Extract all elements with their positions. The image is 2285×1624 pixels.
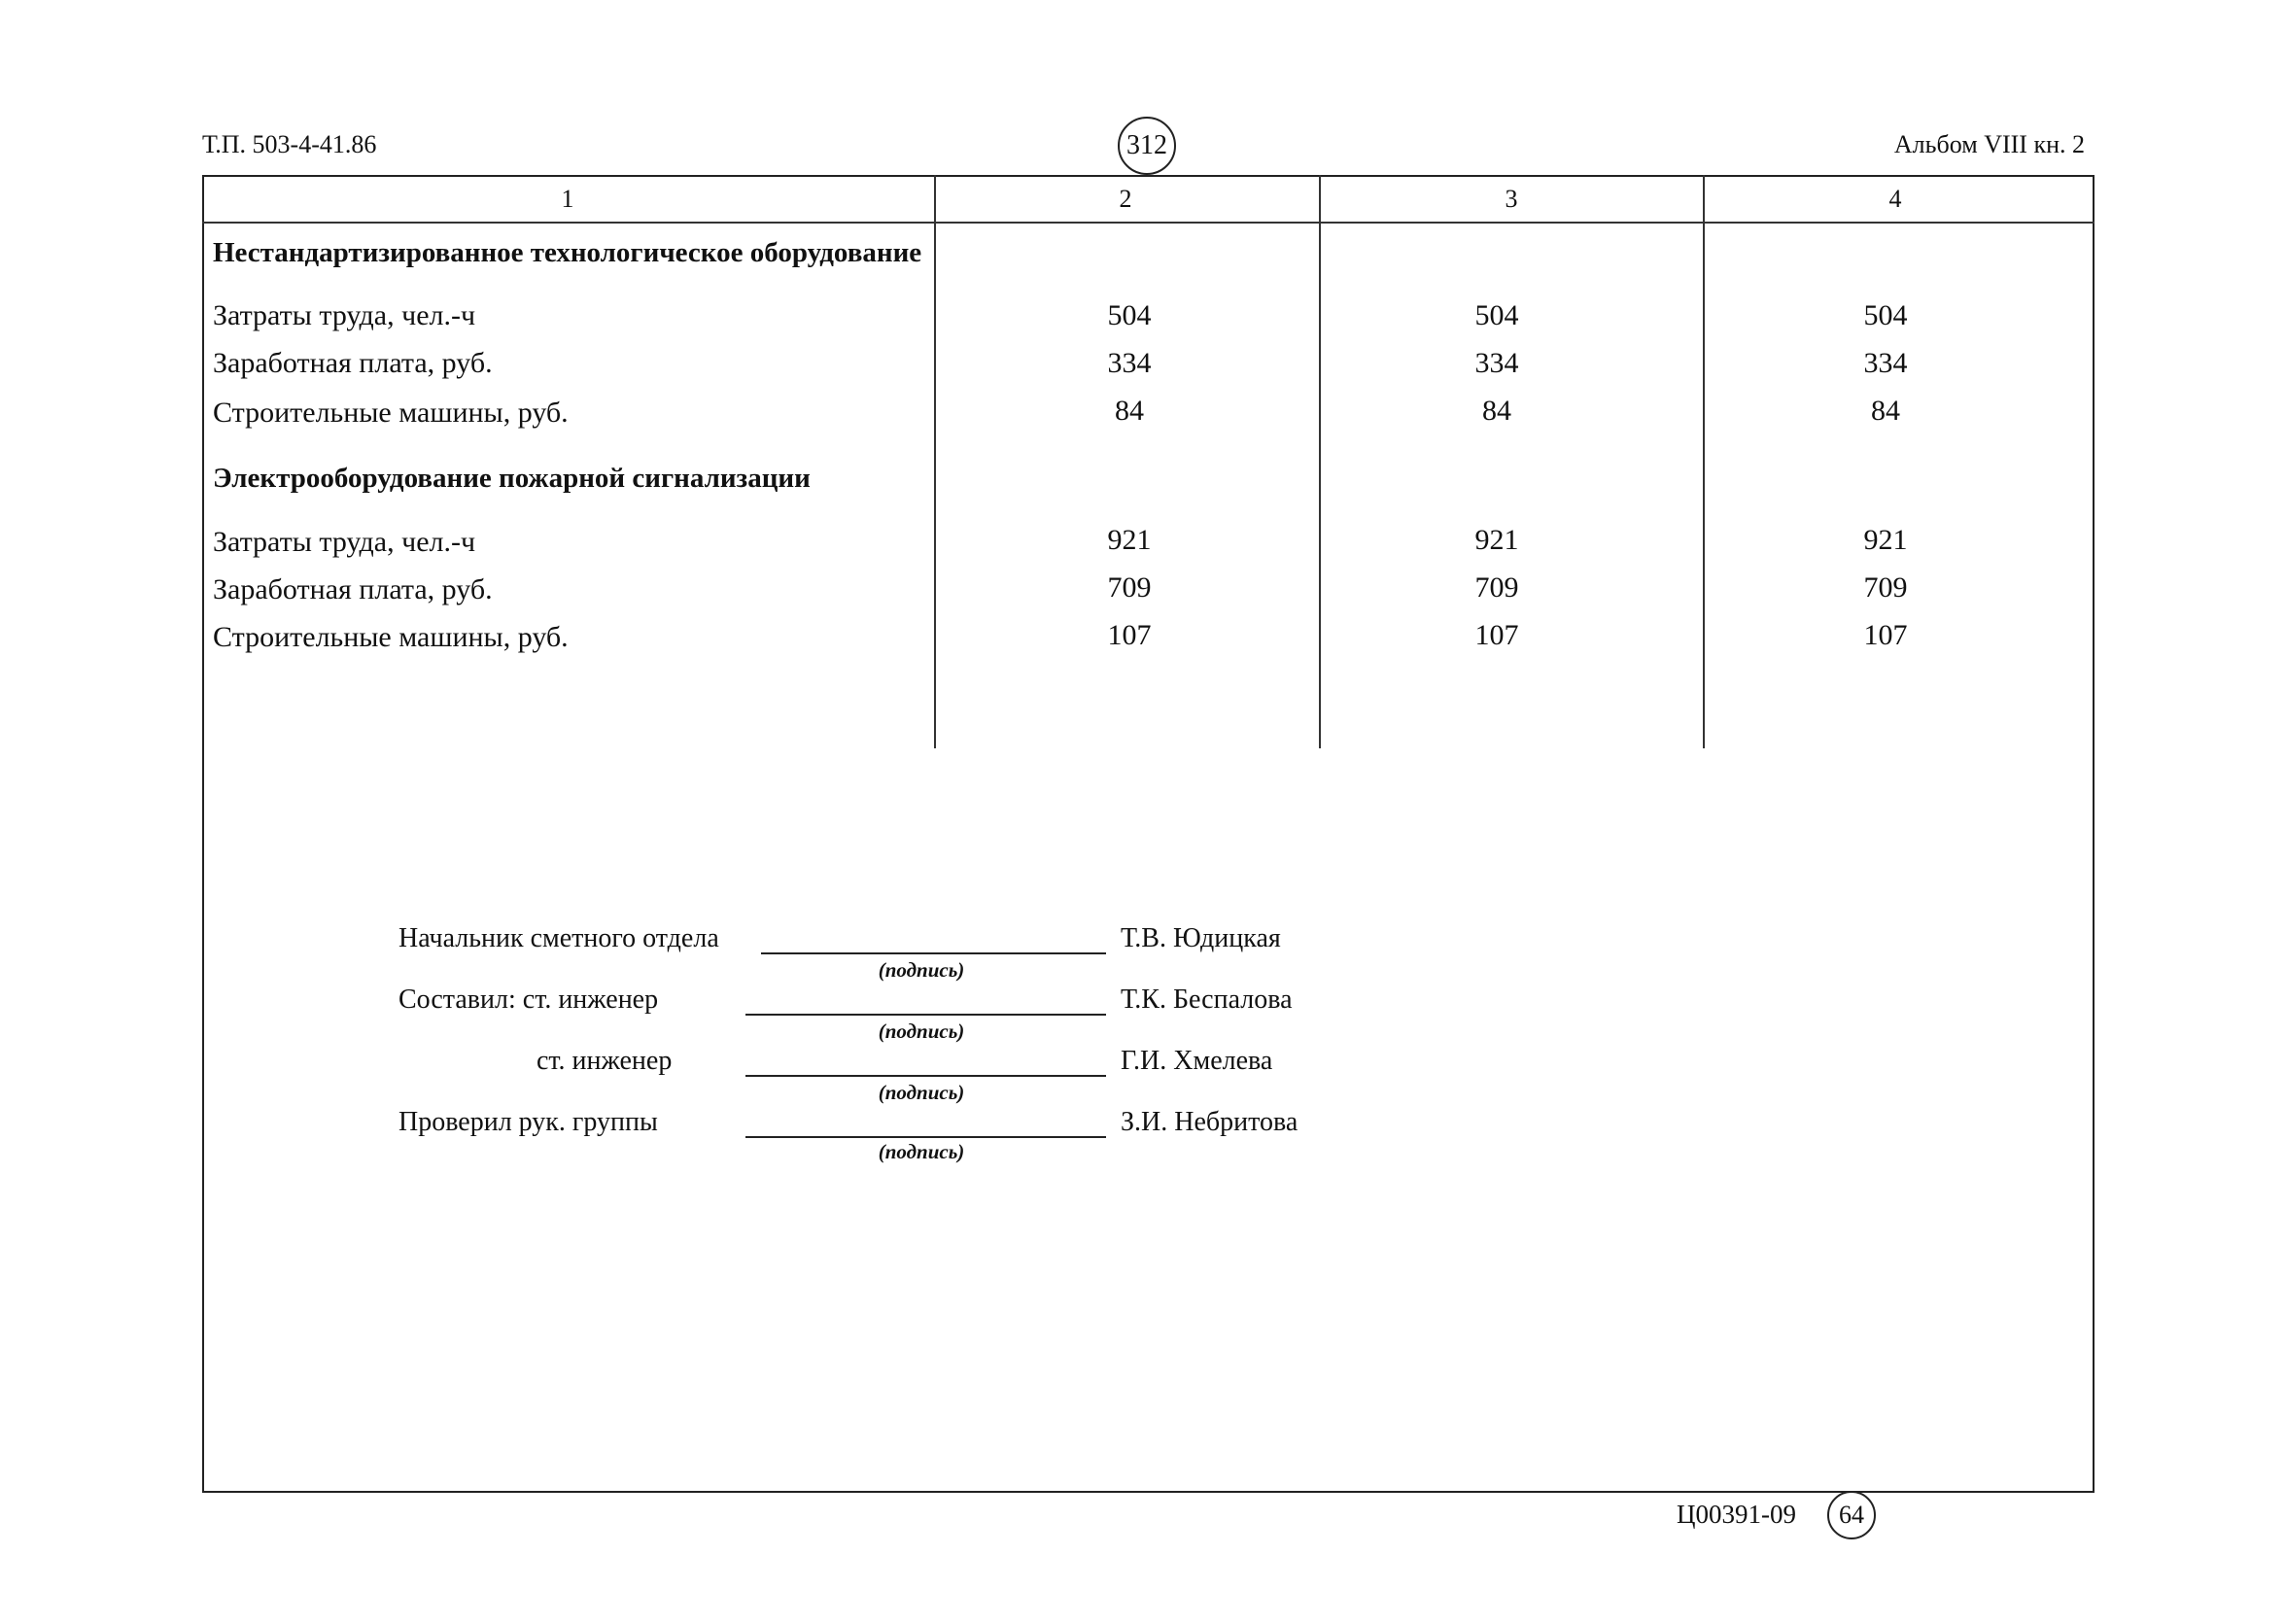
signature-name: Т.К. Беспалова [1121,985,1293,1015]
table-cell: 921 [1474,524,1519,556]
table-cell: 84 [1871,395,1900,427]
table-cell: 84 [1115,395,1144,427]
signature-caption: (подпись) [878,1081,965,1104]
table-cell: 709 [1863,571,1908,604]
table-cell: 107 [1107,619,1152,651]
section-title: Нестандартизированное технологическое оборудование [213,237,922,268]
signature-line [745,1136,1106,1138]
column-number-3: 3 [1505,185,1518,213]
album-label: Альбом VIII кн. 2 [1893,130,2085,158]
table-cell: 504 [1107,299,1152,331]
signature-name: Т.В. Юдицкая [1121,923,1281,953]
row-label: Строительные машины, руб. [213,621,569,653]
signature-role: Начальник сметного отдела [398,923,719,953]
row-label: Затраты труда, чел.-ч [213,299,476,331]
column-divider-1 [934,175,936,748]
table-cell: 921 [1863,524,1908,556]
row-label: Заработная плата, руб. [213,347,493,379]
signature-name: З.И. Небритова [1121,1107,1298,1137]
row-label: Затраты труда, чел.-ч [213,526,476,558]
table-cell: 84 [1482,395,1511,427]
signature-line [745,1075,1106,1077]
table-cell: 709 [1107,571,1152,604]
table-cell: 921 [1107,524,1152,556]
signature-role: Составил: ст. инженер [398,985,659,1015]
document-cipher: Ц00391-09 [1677,1500,1796,1529]
page-number: 312 [1126,130,1167,160]
table-cell: 504 [1474,299,1519,331]
table-cell: 504 [1863,299,1908,331]
table-cell: 709 [1474,571,1519,604]
column-divider-3 [1703,175,1705,748]
signature-caption: (подпись) [878,958,965,982]
signature-line [761,952,1106,954]
signature-role: Проверил рук. группы [398,1107,658,1137]
table-header-divider [202,222,2095,224]
row-label: Строительные машины, руб. [213,397,569,429]
signature-name: Г.И. Хмелева [1121,1046,1273,1076]
document-code: Т.П. 503-4-41.86 [202,130,377,158]
sheet-number: 64 [1839,1501,1864,1529]
table-cell: 334 [1107,347,1152,379]
section-title: Электрооборудование пожарной сигнализации [213,463,811,494]
table-cell: 334 [1863,347,1908,379]
column-divider-2 [1319,175,1321,748]
row-label: Заработная плата, руб. [213,573,493,605]
page-number-badge [1118,117,1176,175]
column-number-4: 4 [1888,185,1902,213]
column-number-1: 1 [561,185,574,213]
signature-line [745,1014,1106,1016]
signature-caption: (подпись) [878,1140,965,1163]
table-cell: 107 [1863,619,1908,651]
table-cell: 334 [1474,347,1519,379]
signature-role: ст. инженер [537,1046,673,1076]
column-number-2: 2 [1119,185,1132,213]
table-cell: 107 [1474,619,1519,651]
sheet-number-badge [1827,1491,1876,1539]
signature-caption: (подпись) [878,1019,965,1043]
